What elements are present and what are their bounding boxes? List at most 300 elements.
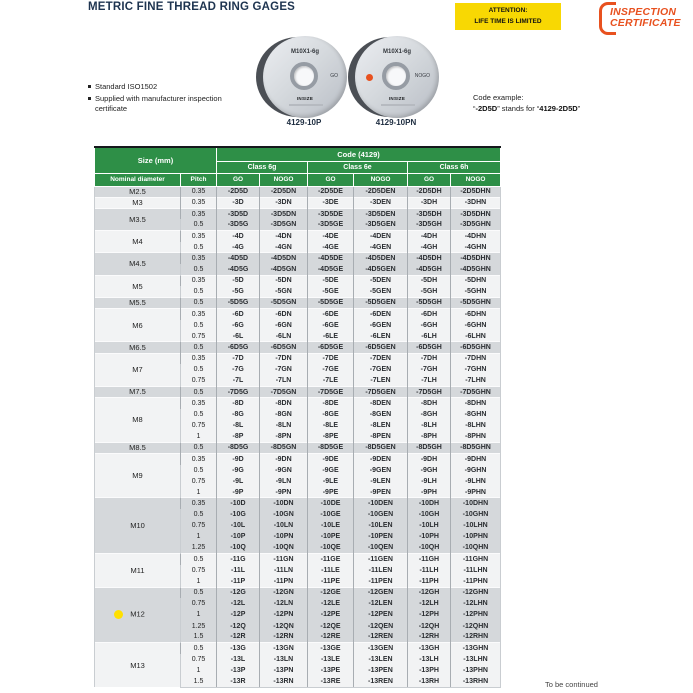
nominal-diameter-label: M9: [132, 470, 143, 480]
code-cell: -11LH: [408, 565, 451, 576]
nominal-diameter-label: M2.5: [129, 186, 146, 196]
code-cell: -8P: [217, 431, 260, 442]
code-cell: -12RN: [260, 632, 308, 643]
pitch-cell: 0.5: [181, 286, 217, 297]
code-cell: -8PEN: [354, 431, 408, 442]
code-cell: -4DHN: [451, 231, 501, 242]
nominal-diameter-label: M10: [130, 521, 145, 531]
code-cell: -8PH: [408, 431, 451, 442]
nominal-diameter-cell: [95, 554, 181, 587]
code-cell: -12R: [217, 632, 260, 643]
code-cell: -3D5GHN: [451, 219, 501, 230]
nominal-diameter-cell: [95, 498, 181, 554]
code-cell: -10GHN: [451, 509, 501, 520]
code-cell: -4GN: [260, 242, 308, 253]
code-example: [473, 93, 580, 115]
code-cell: -2D5DN: [260, 186, 308, 197]
orange-dot-icon: [366, 74, 373, 81]
pitch-cell: 1: [181, 576, 217, 587]
code-cell: -5GH: [408, 286, 451, 297]
code-cell: -12L: [217, 598, 260, 609]
code-cell: -10PHN: [451, 531, 501, 542]
nominal-diameter-cell: [95, 453, 181, 498]
code-cell: -10QN: [260, 543, 308, 554]
pitch-cell: 0.5: [181, 554, 217, 565]
nominal-diameter-cell: [95, 643, 181, 688]
code-cell: -8PHN: [451, 431, 501, 442]
code-cell: -9LH: [408, 476, 451, 487]
code-example-label: Code example:: [473, 93, 524, 102]
code-cell: -6GE: [308, 320, 354, 331]
table-row: [95, 275, 501, 286]
code-cell: -7LN: [260, 375, 308, 386]
nominal-diameter-cell: [95, 197, 181, 208]
code-cell: -6DHN: [451, 309, 501, 320]
code-cell: -9PN: [260, 487, 308, 498]
code-cell: -3D5D: [217, 208, 260, 219]
code-cell: -3DN: [260, 197, 308, 208]
code-cell: -12QH: [408, 620, 451, 631]
code-cell: -11PEN: [354, 576, 408, 587]
code-cell: -13RE: [308, 676, 354, 687]
code-cell: -11P: [217, 576, 260, 587]
pitch-cell: 0.35: [181, 309, 217, 320]
code-cell: -4D5DHN: [451, 253, 501, 264]
code-cell: -11G: [217, 554, 260, 565]
pitch-cell: 0.75: [181, 331, 217, 342]
code-cell: -10DHN: [451, 498, 501, 509]
code-cell: -9PEN: [354, 487, 408, 498]
code-cell: -7LEN: [354, 375, 408, 386]
ring-gage-nogo-image: [348, 34, 444, 130]
table-row: [95, 554, 501, 565]
code-cell: -2D5DEN: [354, 186, 408, 197]
nominal-diameter-cell: [95, 253, 181, 275]
code-cell: -3D5GEN: [354, 219, 408, 230]
code-cell: -3DEN: [354, 197, 408, 208]
code-cell: -8PE: [308, 431, 354, 442]
code-cell: -10QE: [308, 543, 354, 554]
header-nogo-6g: NOGO: [260, 173, 308, 186]
code-cell: -7L: [217, 375, 260, 386]
code-cell: -13G: [217, 643, 260, 654]
page-title: METRIC FINE THREAD RING GAGES: [88, 1, 296, 13]
pitch-cell: 0.75: [181, 598, 217, 609]
ring-marking: M10X1-6g: [382, 49, 411, 55]
attention-line1: ATTENTION:: [488, 7, 528, 15]
code-cell: -11LEN: [354, 565, 408, 576]
table-row: [95, 498, 501, 509]
code-cell: -10PEN: [354, 531, 408, 542]
code-cell: -10D: [217, 498, 260, 509]
code-cell: -3D5DN: [260, 208, 308, 219]
ring-fine-print: [381, 104, 415, 106]
code-cell: -13GE: [308, 643, 354, 654]
code-cell: -8DE: [308, 398, 354, 409]
code-cell: -12PH: [408, 609, 451, 620]
code-cell: -10DH: [408, 498, 451, 509]
code-cell: -8GHN: [451, 409, 501, 420]
to-be-continued-note: To be continued: [545, 680, 598, 689]
code-cell: -10G: [217, 509, 260, 520]
code-cell: -13GHN: [451, 643, 501, 654]
code-cell: -6LEN: [354, 331, 408, 342]
code-cell: -5DHN: [451, 275, 501, 286]
nominal-diameter-label: M11: [130, 565, 145, 575]
table-row: [95, 208, 501, 219]
code-cell: -6D: [217, 309, 260, 320]
code-cell: -9L: [217, 476, 260, 487]
code-cell: -7DN: [260, 353, 308, 364]
table-row: [95, 398, 501, 409]
code-cell: -13PEN: [354, 665, 408, 676]
code-cell: -8LH: [408, 420, 451, 431]
code-cell: -4D5DN: [260, 253, 308, 264]
nominal-diameter-label: M8: [132, 415, 143, 425]
header-go-6e: GO: [308, 173, 354, 186]
code-cell: -13RH: [408, 676, 451, 687]
code-cell: -7GEN: [354, 364, 408, 375]
pitch-cell: 0.5: [181, 320, 217, 331]
code-cell: -12LE: [308, 598, 354, 609]
nominal-diameter-label: M6: [132, 320, 143, 330]
code-cell: -4D: [217, 231, 260, 242]
code-cell: -10LH: [408, 520, 451, 531]
code-cell: -3D5DHN: [451, 208, 501, 219]
pitch-cell: 0.5: [181, 587, 217, 598]
code-cell: -6GHN: [451, 320, 501, 331]
header-nominal-diameter: Nominal diameter: [95, 173, 181, 186]
code-cell: -12PEN: [354, 609, 408, 620]
code-cell: -4D5GE: [308, 264, 354, 275]
code-cell: -9GEN: [354, 465, 408, 476]
code-cell: -7G: [217, 364, 260, 375]
nominal-diameter-label: M13: [130, 660, 145, 670]
code-cell: -12RHN: [451, 632, 501, 643]
code-cell: -12QE: [308, 620, 354, 631]
code-cell: -7DHN: [451, 353, 501, 364]
code-cell: -4D5G: [217, 264, 260, 275]
code-cell: -13PH: [408, 665, 451, 676]
code-cell: -10DE: [308, 498, 354, 509]
nominal-diameter-label: M12: [130, 609, 145, 619]
code-cell: -7D5G: [217, 387, 260, 398]
code-cell: -9PH: [408, 487, 451, 498]
code-cell: -5DEN: [354, 275, 408, 286]
code-cell: -8D5GN: [260, 442, 308, 453]
pitch-cell: 1.25: [181, 620, 217, 631]
code-cell: -9GH: [408, 465, 451, 476]
code-cell: -9GHN: [451, 465, 501, 476]
feature-text: Supplied with manufacturer inspection certificate: [95, 94, 222, 113]
code-cell: -3D5GE: [308, 219, 354, 230]
code-cell: -3D5DEN: [354, 208, 408, 219]
code-cell: -11L: [217, 565, 260, 576]
code-cell: -12GH: [408, 587, 451, 598]
pitch-cell: 0.75: [181, 565, 217, 576]
code-cell: -7D5GEN: [354, 387, 408, 398]
code-cell: -6D5GN: [260, 342, 308, 353]
code-cell: -6LHN: [451, 331, 501, 342]
code-cell: -11PE: [308, 576, 354, 587]
code-cell: -5DE: [308, 275, 354, 286]
code-full: 4129-2D5D: [539, 103, 578, 113]
code-cell: -8LN: [260, 420, 308, 431]
code-cell: -10PE: [308, 531, 354, 542]
square-bullet-icon: [88, 97, 91, 100]
pitch-cell: 0.5: [181, 465, 217, 476]
code-cell: -4DN: [260, 231, 308, 242]
table-row: [95, 587, 501, 598]
code-cell: -7D: [217, 353, 260, 364]
pitch-cell: 0.35: [181, 498, 217, 509]
code-cell: -4D5GHN: [451, 264, 501, 275]
code-cell: -5DH: [408, 275, 451, 286]
code-cell: -13LN: [260, 654, 308, 665]
pitch-cell: 0.5: [181, 442, 217, 453]
code-cell: -10GN: [260, 509, 308, 520]
pitch-cell: 1: [181, 531, 217, 542]
code-cell: -6DH: [408, 309, 451, 320]
list-item: [88, 94, 248, 113]
code-cell: -9GN: [260, 465, 308, 476]
ring-face: [355, 36, 439, 118]
brand-logo: INSIZE: [296, 96, 314, 101]
code-cell: -10PH: [408, 531, 451, 542]
code-cell: -13PN: [260, 665, 308, 676]
code-cell: -9DN: [260, 453, 308, 464]
table-row: [95, 387, 501, 398]
code-cell: -5D5G: [217, 297, 260, 308]
table-row: [95, 453, 501, 464]
code-cell: -9DHN: [451, 453, 501, 464]
table-row: [95, 297, 501, 308]
header-pitch: Pitch: [181, 173, 217, 186]
pitch-cell: 1: [181, 609, 217, 620]
inspection-certificate-logo: [599, 2, 691, 38]
code-cell: -6LE: [308, 331, 354, 342]
code-cell: -2D5D: [217, 186, 260, 197]
pitch-cell: 0.35: [181, 275, 217, 286]
code-cell: -5GEN: [354, 286, 408, 297]
attention-line2: LIFE TIME IS LIMITED: [474, 17, 542, 25]
code-cell: -10LE: [308, 520, 354, 531]
attention-badge: [455, 3, 561, 30]
code-cell: -3DE: [308, 197, 354, 208]
table-row: [95, 231, 501, 242]
code-cell: -8G: [217, 409, 260, 420]
code-cell: -6LH: [408, 331, 451, 342]
code-cell: -8D: [217, 398, 260, 409]
pitch-cell: 0.35: [181, 231, 217, 242]
code-cell: -9PHN: [451, 487, 501, 498]
code-cell: -9GE: [308, 465, 354, 476]
code-cell: -10Q: [217, 543, 260, 554]
code-cell: -13RN: [260, 676, 308, 687]
header-code: Code (4129): [217, 147, 501, 161]
code-cell: -6D5GEN: [354, 342, 408, 353]
code-cell: -10GE: [308, 509, 354, 520]
code-cell: -2D5DH: [408, 186, 451, 197]
nominal-diameter-label: M4: [132, 236, 143, 246]
code-cell: -3DH: [408, 197, 451, 208]
code-cell: -3DHN: [451, 197, 501, 208]
code-cell: -8D5GHN: [451, 442, 501, 453]
table-row: [95, 309, 501, 320]
code-cell: -7D5GE: [308, 387, 354, 398]
code-cell: -13GEN: [354, 643, 408, 654]
nominal-diameter-label: M3.5: [129, 214, 146, 224]
pitch-cell: 0.5: [181, 342, 217, 353]
nominal-diameter-cell: [95, 208, 181, 230]
nominal-diameter-cell: [95, 186, 181, 197]
code-cell: -7LE: [308, 375, 354, 386]
code-cell: -10QHN: [451, 543, 501, 554]
code-cell: -4DEN: [354, 231, 408, 242]
code-cell: -8GEN: [354, 409, 408, 420]
code-cell: -12QN: [260, 620, 308, 631]
header-nogo-6h: NOGO: [451, 173, 501, 186]
pitch-cell: 0.5: [181, 242, 217, 253]
code-cell: -13R: [217, 676, 260, 687]
code-cell: -8DEN: [354, 398, 408, 409]
list-item: [88, 82, 248, 91]
table-row: [95, 353, 501, 364]
code-cell: -9LEN: [354, 476, 408, 487]
code-cell: -7GN: [260, 364, 308, 375]
code-cell: -9DE: [308, 453, 354, 464]
pitch-cell: 1.5: [181, 632, 217, 643]
code-cell: -7GH: [408, 364, 451, 375]
header-class-6g: Class 6g: [217, 161, 308, 173]
code-cell: -4D5DH: [408, 253, 451, 264]
code-example-text: “-2D5D” stands for “4129-2D5D”: [473, 103, 581, 113]
code-short: -2D5D: [475, 103, 498, 113]
code-cell: -3D5G: [217, 219, 260, 230]
nominal-diameter-cell: [95, 587, 181, 643]
code-cell: -6D5GH: [408, 342, 451, 353]
code-cell: -9LE: [308, 476, 354, 487]
header-go-6g: GO: [217, 173, 260, 186]
code-cell: -6L: [217, 331, 260, 342]
ring-caption: 4129-10P: [286, 118, 322, 127]
code-cell: -9PE: [308, 487, 354, 498]
code-cell: -12REN: [354, 632, 408, 643]
nominal-diameter-label: M7.5: [129, 387, 146, 397]
header-size-mm: Size (mm): [95, 147, 217, 173]
ring-face: [263, 36, 347, 118]
pitch-cell: 0.5: [181, 509, 217, 520]
ring-fine-print: [289, 104, 323, 106]
ring-gage-go-image: [256, 34, 352, 130]
certificate-text: [610, 7, 681, 30]
code-cell: -12RH: [408, 632, 451, 643]
table-row: [95, 186, 501, 197]
code-cell: -5D: [217, 275, 260, 286]
nominal-diameter-cell: [95, 387, 181, 398]
code-cell: -6D5GE: [308, 342, 354, 353]
code-cell: -10QH: [408, 543, 451, 554]
code-cell: -4DE: [308, 231, 354, 242]
code-cell: -12RE: [308, 632, 354, 643]
nominal-diameter-cell: [95, 353, 181, 386]
table-row: [95, 197, 501, 208]
code-cell: -8LHN: [451, 420, 501, 431]
code-cell: -11PN: [260, 576, 308, 587]
nominal-diameter-label: M7: [132, 365, 143, 375]
code-cell: -6GEN: [354, 320, 408, 331]
header-class-6h: Class 6h: [408, 161, 501, 173]
code-cell: -10L: [217, 520, 260, 531]
code-cell: -5D5GEN: [354, 297, 408, 308]
code-cell: -10LEN: [354, 520, 408, 531]
code-cell: -4GE: [308, 242, 354, 253]
code-cell: -5G: [217, 286, 260, 297]
ring-marking: M10X1-6g: [290, 49, 319, 55]
code-cell: -6GH: [408, 320, 451, 331]
code-cell: -10LHN: [451, 520, 501, 531]
pitch-cell: 0.35: [181, 353, 217, 364]
code-cell: -11LN: [260, 565, 308, 576]
go-label: GO: [330, 73, 338, 79]
ring-hole: [382, 62, 410, 90]
code-cell: -10P: [217, 531, 260, 542]
code-cell: -6DEN: [354, 309, 408, 320]
nominal-diameter-label: M5.5: [129, 298, 146, 308]
code-cell: -5D5GHN: [451, 297, 501, 308]
nominal-diameter-label: M6.5: [129, 342, 146, 352]
nominal-diameter-cell: [95, 342, 181, 353]
code-cell: -6LN: [260, 331, 308, 342]
code-cell: -6D5G: [217, 342, 260, 353]
nominal-diameter-label: M5: [132, 281, 143, 291]
nominal-diameter-label: M4.5: [129, 259, 146, 269]
code-cell: -8D5GE: [308, 442, 354, 453]
code-cell: -3D5GH: [408, 219, 451, 230]
code-cell: -12LN: [260, 598, 308, 609]
code-cell: -10DEN: [354, 498, 408, 509]
code-cell: -6DN: [260, 309, 308, 320]
code-cell: -6GN: [260, 320, 308, 331]
code-cell: -7D5GH: [408, 387, 451, 398]
pitch-cell: 1: [181, 665, 217, 676]
nominal-diameter-cell: [95, 297, 181, 308]
code-cell: -8DH: [408, 398, 451, 409]
code-cell: -13REN: [354, 676, 408, 687]
code-cell: -10LN: [260, 520, 308, 531]
code-cell: -11GH: [408, 554, 451, 565]
table-row: [95, 342, 501, 353]
pitch-cell: 0.75: [181, 520, 217, 531]
code-cell: -9P: [217, 487, 260, 498]
code-cell: -12QEN: [354, 620, 408, 631]
code-cell: -3D5DH: [408, 208, 451, 219]
code-cell: -12LEN: [354, 598, 408, 609]
code-cell: -11LHN: [451, 565, 501, 576]
pitch-cell: 1: [181, 431, 217, 442]
code-cell: -11GN: [260, 554, 308, 565]
code-cell: -11PHN: [451, 576, 501, 587]
code-cell: -9DH: [408, 453, 451, 464]
code-cell: -13LH: [408, 654, 451, 665]
code-cell: -5GHN: [451, 286, 501, 297]
nominal-diameter-label: M3: [132, 197, 143, 207]
code-cell: -12Q: [217, 620, 260, 631]
code-cell: -13LE: [308, 654, 354, 665]
certificate-line2: CERTIFICATE: [610, 17, 681, 30]
code-cell: -13L: [217, 654, 260, 665]
code-cell: -13P: [217, 665, 260, 676]
